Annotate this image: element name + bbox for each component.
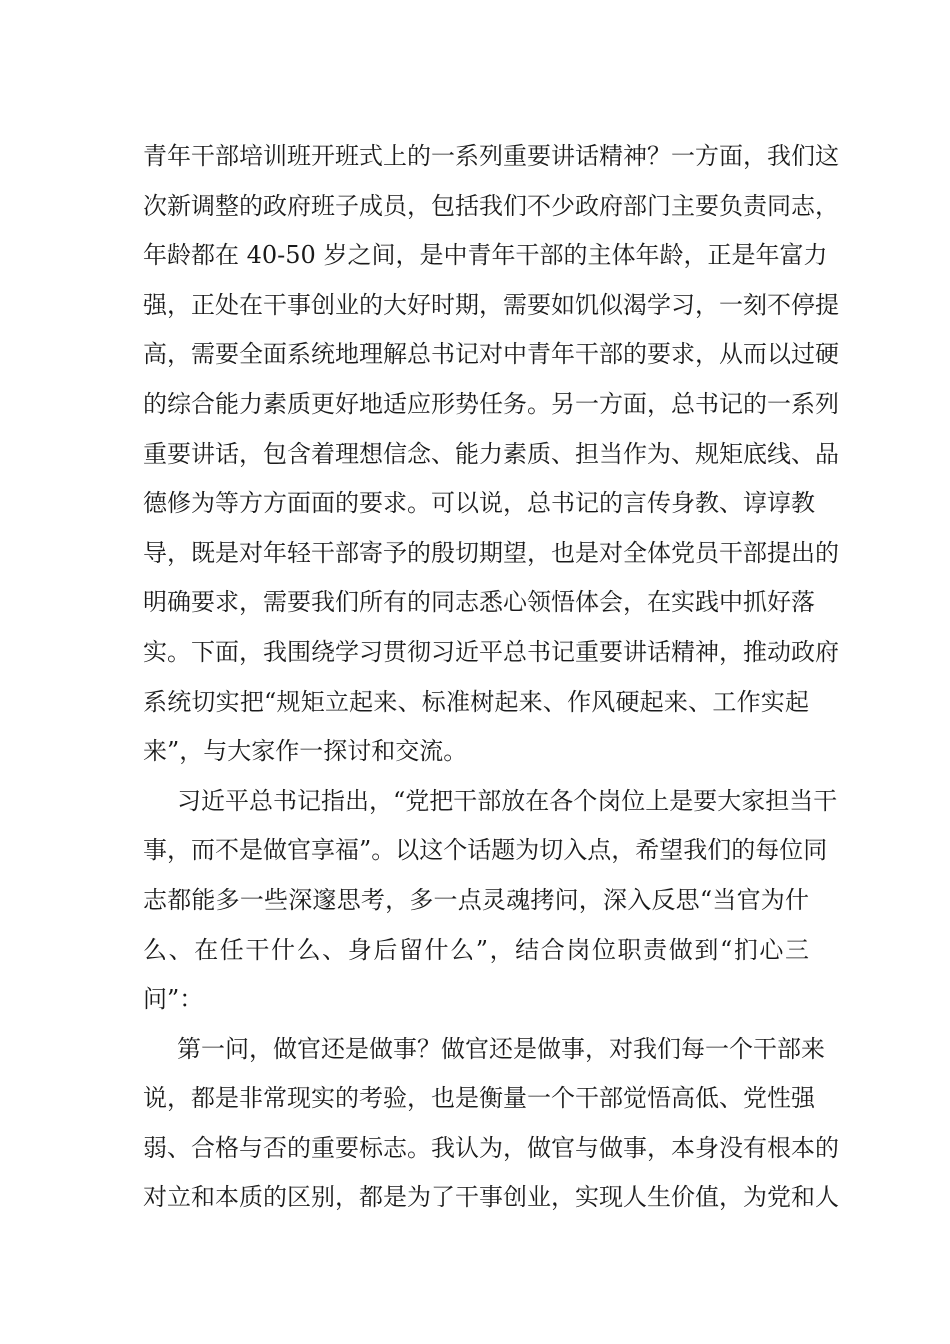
text-line: 年龄都在 40-50 岁之间，是中青年干部的主体年龄，正是年富力 xyxy=(143,241,828,270)
text-line: 青年干部培训班开班式上的一系列重要讲话精神？一方面，我们这 xyxy=(143,142,839,170)
text-line: 弱、合格与否的重要标志。我认为，做官与做事，本身没有根本的 xyxy=(143,1133,839,1162)
text-line: 高，需要全面系统地理解总书记对中青年干部的要求，从而以过硬 xyxy=(143,340,839,369)
body-text xyxy=(143,132,839,1223)
text-line: 习近平总书记指出，“党把干部放在各个岗位上是要大家担当干 xyxy=(177,786,838,815)
text-line: 实。下面，我围绕学习贯彻习近平总书记重要讲话精神，推动政府 xyxy=(143,637,839,666)
text-line: 对立和本质的区别，都是为了干事创业，实现人生价值，为党和人 xyxy=(143,1183,839,1212)
text-line: 明确要求，需要我们所有的同志悉心领悟体会，在实践中抓好落 xyxy=(143,588,815,617)
text-line: 导，既是对年轻干部寄予的殷切期望，也是对全体党员干部提出的 xyxy=(143,538,839,567)
text-line: 次新调整的政府班子成员，包括我们不少政府部门主要负责同志， xyxy=(143,191,839,220)
text-line: 说，都是非常现实的考验，也是衡量一个干部觉悟高低、党性强 xyxy=(143,1084,815,1113)
text-line: 第一问，做官还是做事？做官还是做事，对我们每一个干部来 xyxy=(177,1034,825,1063)
text-line: 问”： xyxy=(143,985,204,1014)
paragraph-2 xyxy=(143,777,838,1025)
text-line: 么、在任干什么、身后留什么”，结合岗位职责做到“扪心三 xyxy=(143,935,809,964)
paragraph-3 xyxy=(143,1025,839,1223)
text-line: 重要讲话，包含着理想信念、能力素质、担当作为、规矩底线、品 xyxy=(143,439,839,468)
text-line: 系统切实把“规矩立起来、标准树起来、作风硬起来、工作实起 xyxy=(143,687,809,716)
text-line: 事，而不是做官享福”。以这个话题为切入点，希望我们的每位同 xyxy=(143,836,828,865)
paragraph-1 xyxy=(143,132,839,777)
text-line: 的综合能力素质更好地适应形势任务。另一方面，总书记的一系列 xyxy=(143,389,839,418)
text-line: 来”，与大家作一探讨和交流。 xyxy=(143,737,468,766)
text-line: 强，正处在干事创业的大好时期，需要如饥似渴学习，一刻不停提 xyxy=(143,290,839,319)
text-line: 志都能多一些深邃思考，多一点灵魂拷问，深入反思“当官为什 xyxy=(143,885,809,914)
text-line: 德修为等方方面面的要求。可以说，总书记的言传身教、谆谆教 xyxy=(143,489,815,518)
